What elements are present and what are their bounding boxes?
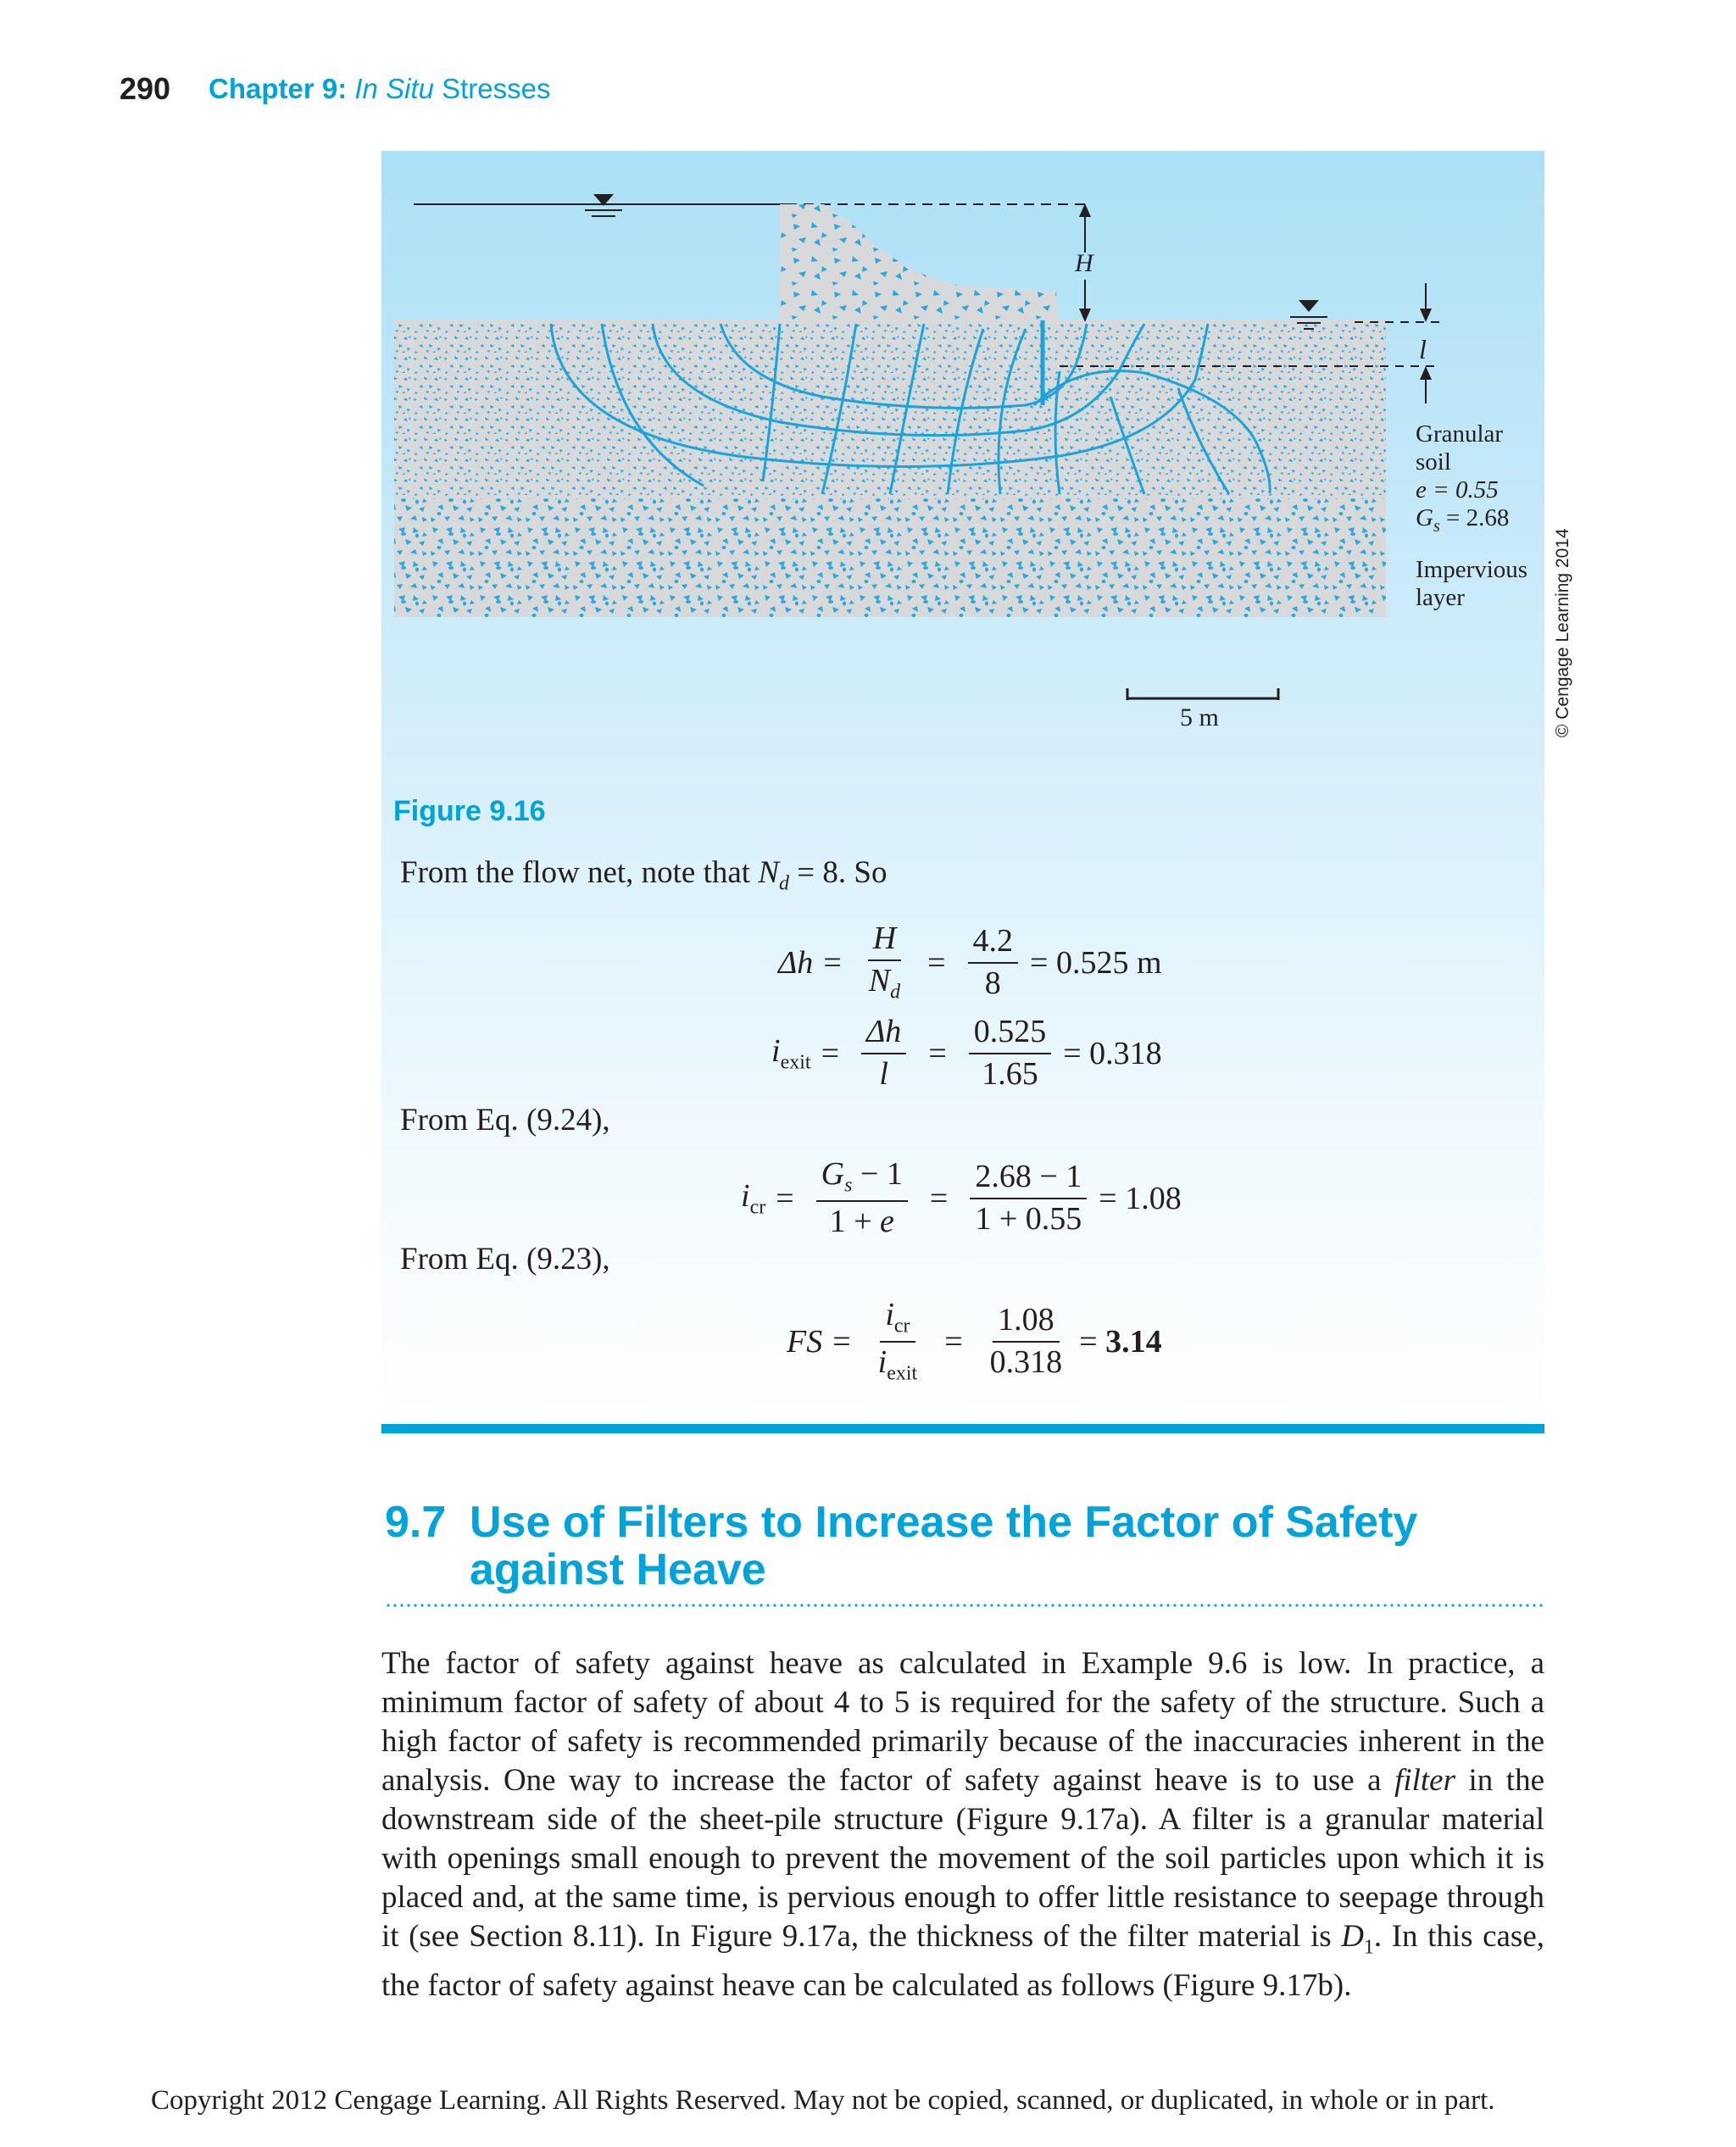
eq4-f2-num: 1.08 [993, 1304, 1060, 1343]
eq3-f2-den: 1 + 0.55 [975, 1200, 1082, 1237]
eq2-f1-den: l [879, 1055, 888, 1092]
eq4-f1-den-var: i [877, 1343, 887, 1380]
soil-label [1416, 420, 1527, 612]
eq1-lhs: Δh [778, 944, 814, 981]
eq3-lhs [741, 1177, 765, 1220]
from-eq-9-23: From Eq. (9.23), [400, 1242, 610, 1277]
eq2-fraction-1 [861, 1015, 906, 1092]
specific-gravity-label [1416, 504, 1527, 541]
eq2-lhs [771, 1032, 811, 1075]
intro-var: N [758, 855, 780, 890]
intro-sub: d [779, 872, 790, 895]
equals-sign: = [776, 1180, 794, 1216]
eq1-f1-den-var: N [868, 962, 891, 998]
eq1-f1-den-sub: d [890, 981, 901, 1004]
eq2-result: = 0.318 [1063, 1035, 1162, 1071]
section-heading [385, 1499, 1417, 1594]
eq4-f1-num-sub: cr [893, 1315, 910, 1338]
equals-sign: = [832, 1323, 851, 1360]
eq4-f1-den [873, 1343, 923, 1385]
eq4-lhs: FS [787, 1323, 823, 1360]
eq3-lhs-sub: cr [749, 1196, 766, 1219]
eq3-result: = 1.08 [1099, 1180, 1182, 1216]
section-number: 9.7 [385, 1498, 447, 1547]
intro-post: = 8. So [789, 855, 887, 890]
scale-label: 5 m [1180, 704, 1219, 731]
equals-sign: = [927, 944, 946, 981]
eq2-f2-den: 1.65 [982, 1055, 1038, 1092]
impervious-label-line2: layer [1416, 583, 1465, 611]
equals-sign: = [821, 1035, 839, 1071]
eq1-fraction-1 [864, 922, 905, 1004]
chapter-label: Chapter 9: [209, 73, 348, 104]
eq3-f1-num [816, 1158, 908, 1202]
eq3-gs-sub: s [844, 1174, 853, 1197]
eq3-lhs-var: i [741, 1178, 750, 1215]
gs-sub: s [1433, 516, 1440, 536]
equation-delta-h [778, 922, 1162, 1004]
eq4-fraction-1 [873, 1299, 923, 1385]
eq2-f1-num: Δh [861, 1015, 906, 1054]
page-number: 290 [120, 71, 171, 106]
eq2-fraction-2 [969, 1015, 1052, 1092]
section-title-line1: Use of Filters to Increase the Factor of Safety [470, 1498, 1418, 1547]
eq3-gs-var: G [821, 1156, 845, 1192]
equation-i-exit [771, 1015, 1162, 1092]
para-part-2: in the downstream side of the sheet-pile structure (Figure 9.17a). A filter is a granular material with openings small enough to prevent the movement of the soil particles upon which it is placed and, at the same time, is pervious enough to offer little resistance to seepage through it (see Section 8.11). In Figure 9.17a, the thickness of the filter material is [381, 1763, 1544, 1954]
section-title-line2: against Heave [470, 1545, 766, 1594]
flow-net-intro [400, 854, 887, 895]
eq1-fraction-2 [968, 922, 1019, 1001]
eq3-f1-den-pre: 1 + [829, 1203, 881, 1239]
chapter-title-italic: In Situ [354, 73, 434, 104]
eq3-fraction-2 [970, 1160, 1087, 1237]
para-d1-var: D [1341, 1919, 1364, 1954]
h-label: H [1075, 249, 1093, 277]
para-filter-term: filter [1394, 1763, 1456, 1798]
void-ratio-text: e = 0.55 [1416, 476, 1499, 503]
eq4-f2-den: 0.318 [989, 1343, 1063, 1380]
equals-sign: = [928, 1035, 947, 1071]
eq4-result [1079, 1323, 1161, 1360]
from-eq-9-24: From Eq. (9.24), [400, 1103, 610, 1137]
void-ratio-label [1416, 476, 1527, 504]
eq2-lhs-var: i [771, 1033, 781, 1070]
eq1-f1-num: H [868, 922, 901, 961]
chapter-title-rest: Stresses [433, 73, 551, 104]
equals-sign: = [944, 1323, 963, 1360]
gs-var: G [1416, 504, 1433, 531]
eq3-f2-num: 2.68 − 1 [970, 1160, 1087, 1199]
equals-sign: = [823, 944, 842, 981]
eq4-f1-den-sub: exit [887, 1362, 918, 1385]
figure-9-16-diagram [381, 151, 1544, 761]
para-part-1: The factor of safety against heave as calculated in Example 9.6 is low. In practice, a minimum factor of safety of about 4 to 5 is required for the safety of the structure. Such a high factor of safety is recommended primarily because of the inaccuracies inherent in the analysis. One way to increase the factor of safety against heave is to use a [381, 1646, 1544, 1798]
eq1-f2-den: 8 [984, 965, 1001, 1001]
eq3-f1-den-var: e [880, 1203, 894, 1239]
figure-credit: © Cengage Learning 2014 [1553, 528, 1572, 737]
eq3-fraction-1 [816, 1158, 908, 1239]
eq2-lhs-sub: exit [780, 1051, 811, 1074]
eq1-result: = 0.525 m [1030, 944, 1162, 981]
granular-label-line2: soil [1416, 448, 1451, 476]
impervious-label-line1: Impervious [1416, 555, 1528, 583]
copyright-footer: Copyright 2012 Cengage Learning. All Rights Reserved. May not be copied, scanned, or duplicated, in whole or in part. [151, 2085, 1495, 2116]
running-header [209, 73, 550, 105]
gs-value: = 2.68 [1439, 504, 1510, 531]
section-dotted-rule [385, 1604, 1544, 1607]
equation-factor-of-safety [787, 1299, 1162, 1385]
equals-sign: = [929, 1180, 949, 1216]
eq4-f1-num-var: i [885, 1297, 894, 1332]
intro-pre: From the flow net, note that [400, 855, 759, 890]
section-paragraph [381, 1644, 1544, 2005]
eq4-result-eq: = [1079, 1323, 1106, 1360]
eq4-result-value: 3.14 [1105, 1323, 1162, 1360]
eq2-f2-num: 0.525 [969, 1015, 1052, 1054]
eq3-f1-num-rest: − 1 [852, 1156, 903, 1192]
panel-bottom-rule [381, 1424, 1544, 1433]
eq3-f1-den [825, 1202, 899, 1239]
eq1-f1-den [864, 961, 905, 1004]
para-part-3: . In this case, the factor of safety against heave can be calculated as follows (Figure 9.17b). [381, 1919, 1544, 2004]
eq4-f1-num [880, 1299, 915, 1343]
l-label: l [1419, 334, 1427, 364]
eq4-fraction-2 [985, 1301, 1068, 1380]
eq1-f2-num: 4.2 [968, 925, 1019, 964]
para-d1-sub: 1 [1363, 1936, 1374, 1959]
granular-label-line1: Granular [1416, 420, 1504, 448]
equation-i-cr [741, 1158, 1182, 1239]
figure-label: Figure 9.16 [393, 795, 546, 827]
